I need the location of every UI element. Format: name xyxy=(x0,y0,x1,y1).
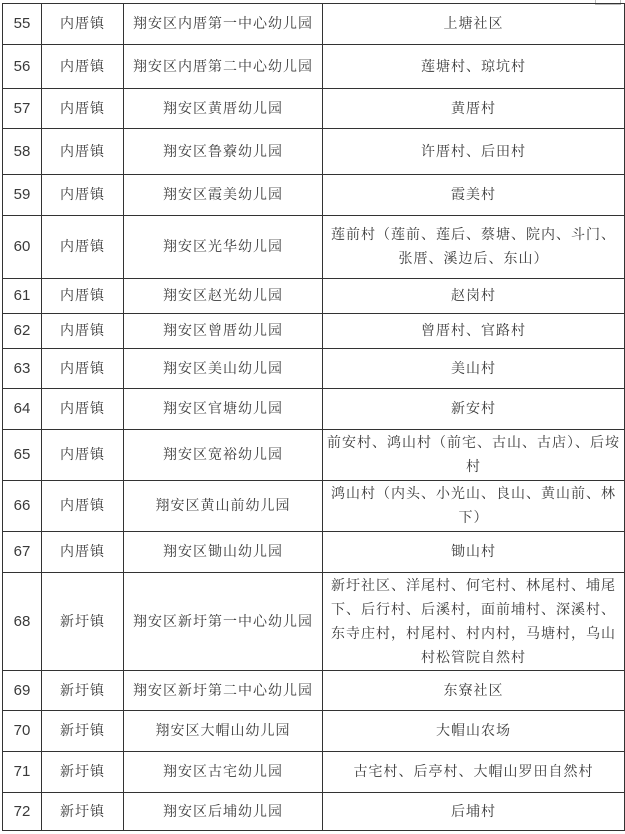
town-cell: 新圩镇 xyxy=(42,711,124,752)
service-area-cell: 霞美村 xyxy=(323,175,625,216)
town-cell: 内厝镇 xyxy=(42,314,124,349)
service-area-cell: 曾厝村、官路村 xyxy=(323,314,625,349)
table-row xyxy=(3,279,625,314)
town-cell: 内厝镇 xyxy=(42,45,124,89)
service-area-cell: 上塘社区 xyxy=(323,4,625,45)
service-area-cell: 新安村 xyxy=(323,389,625,430)
row-number: 65 xyxy=(3,430,42,481)
table-row xyxy=(3,4,625,45)
kindergarten-zoning-table xyxy=(2,3,625,831)
service-area-cell: 美山村 xyxy=(323,349,625,389)
row-number: 58 xyxy=(3,129,42,175)
school-name-cell: 翔安区宽裕幼儿园 xyxy=(124,430,323,481)
town-cell: 新圩镇 xyxy=(42,752,124,793)
table-row xyxy=(3,532,625,573)
service-area-cell: 后埔村 xyxy=(323,793,625,831)
town-cell: 内厝镇 xyxy=(42,279,124,314)
service-area-cell: 赵岗村 xyxy=(323,279,625,314)
town-cell: 内厝镇 xyxy=(42,175,124,216)
town-cell: 内厝镇 xyxy=(42,389,124,430)
school-name-cell: 翔安区锄山幼儿园 xyxy=(124,532,323,573)
row-number: 63 xyxy=(3,349,42,389)
school-name-cell: 翔安区赵光幼儿园 xyxy=(124,279,323,314)
school-name-cell: 翔安区新圩第二中心幼儿园 xyxy=(124,671,323,711)
row-number: 57 xyxy=(3,89,42,129)
town-cell: 内厝镇 xyxy=(42,532,124,573)
table-row xyxy=(3,711,625,752)
town-cell: 内厝镇 xyxy=(42,4,124,45)
service-area-cell: 锄山村 xyxy=(323,532,625,573)
row-number: 56 xyxy=(3,45,42,89)
service-area-cell: 许厝村、后田村 xyxy=(323,129,625,175)
service-area-cell: 古宅村、后亭村、大帽山罗田自然村 xyxy=(323,752,625,793)
table-row xyxy=(3,793,625,831)
table-row xyxy=(3,216,625,279)
school-name-cell: 翔安区大帽山幼儿园 xyxy=(124,711,323,752)
service-area-cell: 黄厝村 xyxy=(323,89,625,129)
school-name-cell: 翔安区黄厝幼儿园 xyxy=(124,89,323,129)
row-number: 67 xyxy=(3,532,42,573)
table-row xyxy=(3,45,625,89)
table-row xyxy=(3,89,625,129)
school-name-cell: 翔安区官塘幼儿园 xyxy=(124,389,323,430)
table-row xyxy=(3,481,625,532)
table-row xyxy=(3,129,625,175)
row-number: 61 xyxy=(3,279,42,314)
table-row xyxy=(3,314,625,349)
table-row xyxy=(3,175,625,216)
town-cell: 新圩镇 xyxy=(42,671,124,711)
service-area-cell: 东寮社区 xyxy=(323,671,625,711)
town-cell: 内厝镇 xyxy=(42,349,124,389)
town-cell: 内厝镇 xyxy=(42,89,124,129)
school-name-cell: 翔安区内厝第二中心幼儿园 xyxy=(124,45,323,89)
table-row xyxy=(3,752,625,793)
service-area-cell: 莲塘村、琼坑村 xyxy=(323,45,625,89)
school-name-cell: 翔安区内厝第一中心幼儿园 xyxy=(124,4,323,45)
service-area-cell: 鸿山村（内头、小光山、良山、黄山前、林下） xyxy=(323,481,625,532)
service-area-cell: 新圩社区、洋尾村、何宅村、林尾村、埔尾下、后行村、后溪村，面前埔村、深溪村、东寺庄村，村尾村、村内村，马塘村，乌山村松管院自然村 xyxy=(323,573,625,671)
school-name-cell: 翔安区光华幼儿园 xyxy=(124,216,323,279)
school-name-cell: 翔安区曾厝幼儿园 xyxy=(124,314,323,349)
table-row xyxy=(3,671,625,711)
row-number: 66 xyxy=(3,481,42,532)
row-number: 72 xyxy=(3,793,42,831)
school-name-cell: 翔安区鲁藔幼儿园 xyxy=(124,129,323,175)
service-area-cell: 莲前村（莲前、莲后、蔡塘、院内、斗门、张厝、溪边后、东山） xyxy=(323,216,625,279)
row-number: 69 xyxy=(3,671,42,711)
town-cell: 新圩镇 xyxy=(42,573,124,671)
town-cell: 内厝镇 xyxy=(42,481,124,532)
table-row xyxy=(3,430,625,481)
service-area-cell: 前安村、鸿山村（前宅、古山、古店）、后垵村 xyxy=(323,430,625,481)
table-row xyxy=(3,349,625,389)
row-number: 71 xyxy=(3,752,42,793)
school-name-cell: 翔安区美山幼儿园 xyxy=(124,349,323,389)
service-area-cell: 大帽山农场 xyxy=(323,711,625,752)
table-row xyxy=(3,389,625,430)
town-cell: 新圩镇 xyxy=(42,793,124,831)
table-row xyxy=(3,573,625,671)
town-cell: 内厝镇 xyxy=(42,129,124,175)
row-number: 60 xyxy=(3,216,42,279)
row-number: 55 xyxy=(3,4,42,45)
school-name-cell: 翔安区霞美幼儿园 xyxy=(124,175,323,216)
row-number: 64 xyxy=(3,389,42,430)
school-name-cell: 翔安区古宅幼儿园 xyxy=(124,752,323,793)
row-number: 62 xyxy=(3,314,42,349)
school-name-cell: 翔安区后埔幼儿园 xyxy=(124,793,323,831)
school-name-cell: 翔安区黄山前幼儿园 xyxy=(124,481,323,532)
town-cell: 内厝镇 xyxy=(42,216,124,279)
row-number: 68 xyxy=(3,573,42,671)
row-number: 70 xyxy=(3,711,42,752)
town-cell: 内厝镇 xyxy=(42,430,124,481)
school-name-cell: 翔安区新圩第一中心幼儿园 xyxy=(124,573,323,671)
row-number: 59 xyxy=(3,175,42,216)
